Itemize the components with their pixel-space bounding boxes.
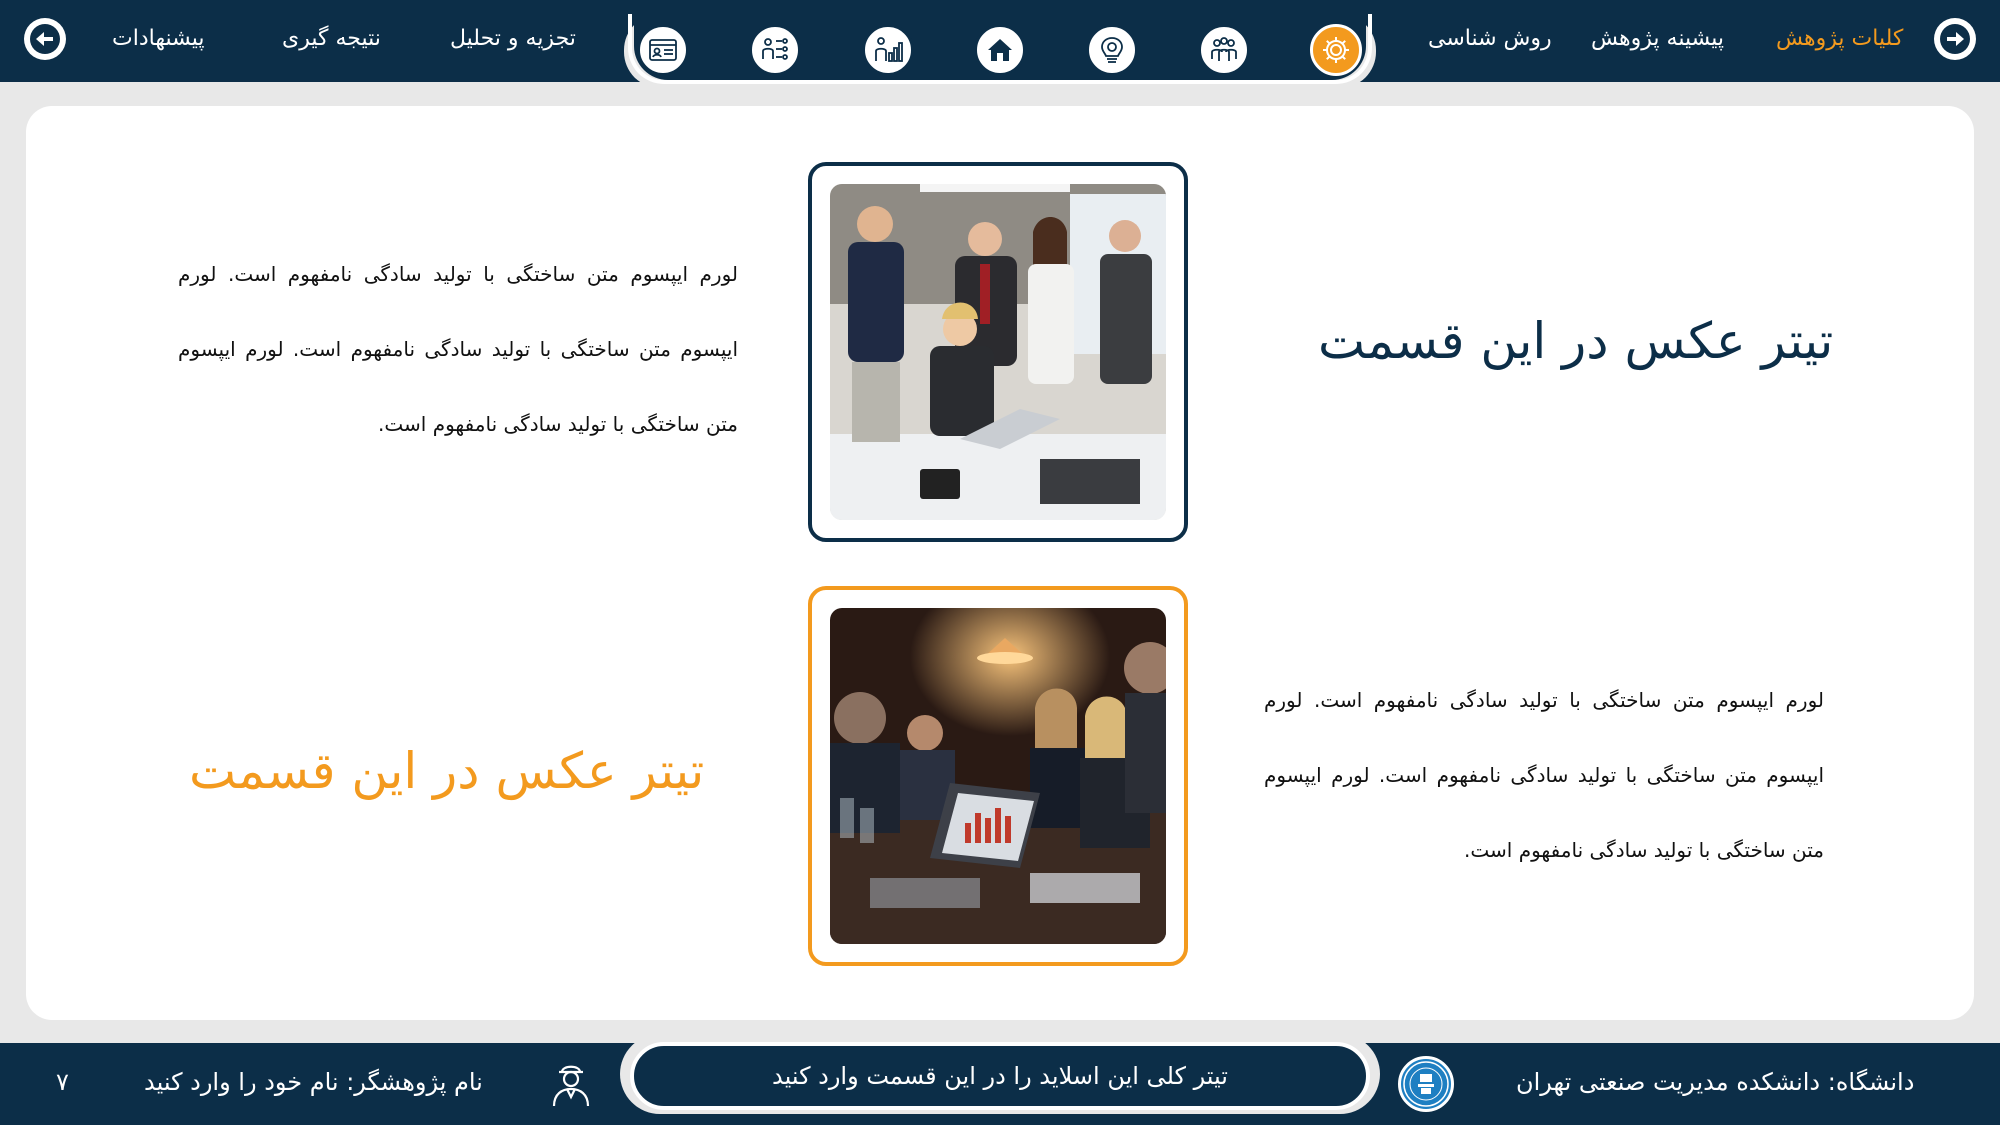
slide-title: تیتر کلی این اسلاید را در این قسمت وارد کنید [630, 1042, 1370, 1110]
researcher-icon [548, 1058, 594, 1108]
page-number: ۷ [56, 1068, 69, 1096]
nav-item-recommendations[interactable]: پیشنهادات [112, 26, 205, 51]
team-icon[interactable] [1198, 24, 1250, 76]
boardroom-meeting-photo [830, 608, 1166, 944]
gear-icon[interactable] [1310, 24, 1362, 76]
nav-item-conclusion[interactable]: نتیجه گیری [282, 26, 381, 51]
id-card-icon[interactable] [637, 24, 689, 76]
office-meeting-photo [830, 184, 1166, 520]
photo-frame-2 [808, 586, 1188, 966]
home-icon[interactable] [974, 24, 1026, 76]
nav-item-analysis[interactable]: تجزیه و تحلیل [450, 26, 576, 51]
photo-frame-1 [808, 162, 1188, 542]
photo-title-1: تیتر عکس در این قسمت [1318, 312, 1834, 370]
forward-arrow-icon[interactable] [1934, 18, 1976, 60]
university-logo [1398, 1056, 1454, 1112]
photo-title-2: تیتر عکس در این قسمت [189, 742, 705, 800]
idea-bulb-icon[interactable] [1086, 24, 1138, 76]
nav-item-literature[interactable]: پیشینه پژوهش [1591, 26, 1724, 51]
researcher-name: نام پژوهشگر: نام خود را وارد کنید [144, 1068, 483, 1096]
back-arrow-icon[interactable] [24, 18, 66, 60]
paragraph-1: لورم ایپسوم متن ساختگی با تولید سادگی نامفهوم است. لورم ایپسوم متن ساختگی با تولید سادگی نامفهوم است. لورم ایپسوم متن ساختگی با تولید سادگی نامفهوم است. [178, 262, 738, 436]
paragraph-2: لورم ایپسوم متن ساختگی با تولید سادگی نامفهوم است. لورم ایپسوم متن ساختگی با تولید سادگی نامفهوم است. لورم ایپسوم متن ساختگی با تولید سادگی نامفهوم است. [1264, 688, 1824, 862]
analytics-person-icon[interactable] [862, 24, 914, 76]
nav-item-methodology[interactable]: روش شناسی [1428, 26, 1552, 51]
university-name: دانشگاه: دانشکده مدیریت صنعتی تهران [1516, 1068, 1915, 1096]
nav-item-overview[interactable]: کلیات پژوهش [1776, 26, 1904, 51]
process-chart-icon[interactable] [749, 24, 801, 76]
